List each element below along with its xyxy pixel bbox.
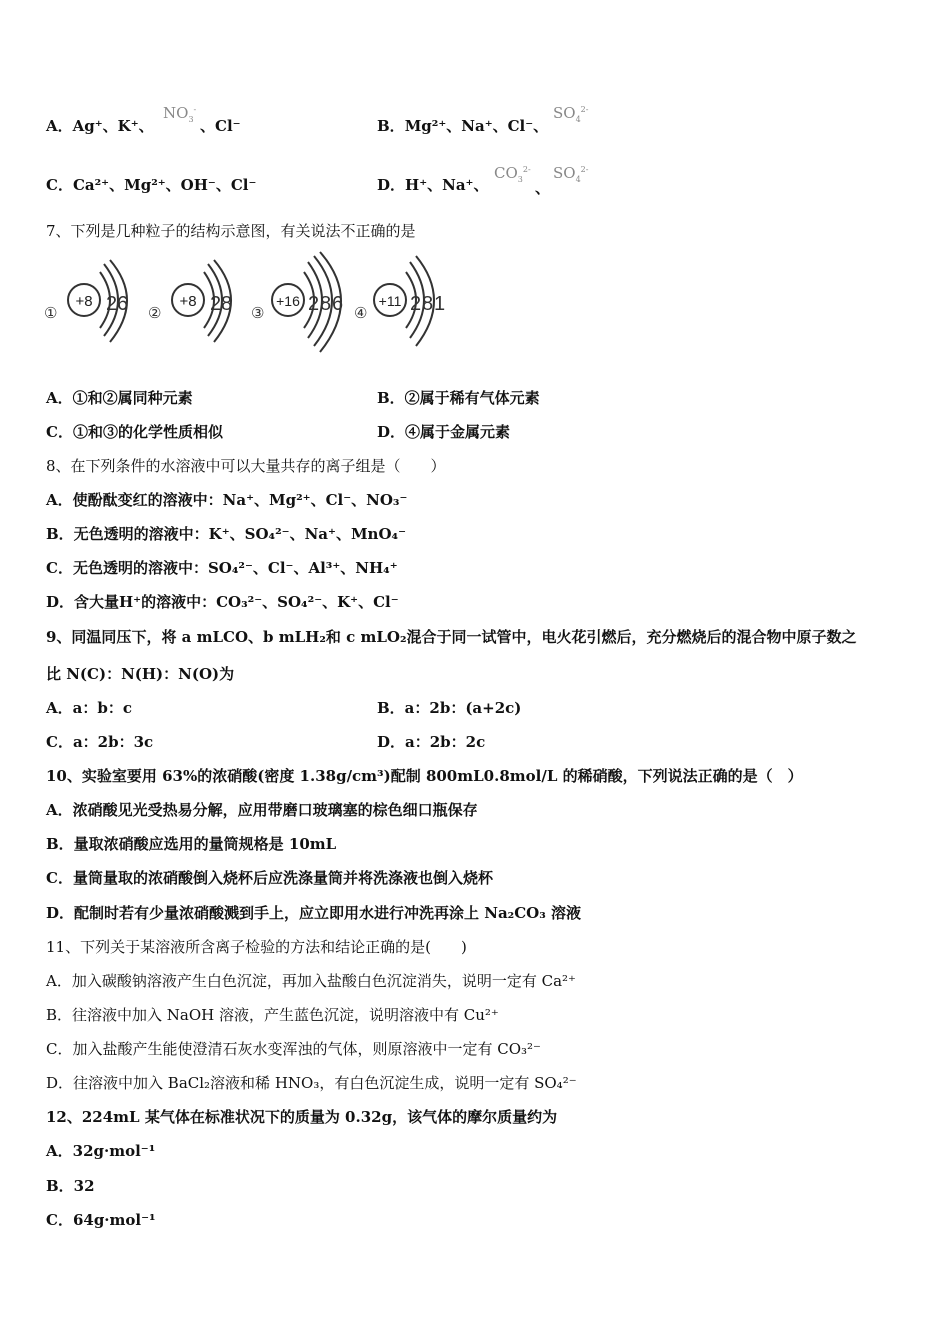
q6-option-c: C．Ca²⁺、Mg²⁺、OH⁻、Cl⁻ xyxy=(46,176,257,194)
atom-4-nucleus: +11 xyxy=(378,293,402,309)
q7-option-c: C．①和③的化学性质相似 xyxy=(46,423,223,441)
q10-option-b: B．量取浓硝酸应选用的量筒规格是 10mL xyxy=(46,835,337,853)
q8-option-b: B．无色透明的溶液中：K⁺、SO₄²⁻、Na⁺、MnO₄⁻ xyxy=(46,525,407,543)
atom-3-shell-2: 8 xyxy=(320,293,332,315)
atom-1-nucleus: +8 xyxy=(75,293,93,310)
q9-option-d: D．a：2b：2c xyxy=(377,733,486,751)
q12-option-c: C．64g·mol⁻¹ xyxy=(46,1211,156,1229)
q11-option-d: D．往溶液中加入 BaCl₂溶液和稀 HNO₃，有白色沉淀生成，说明一定有 SO₄²⁻ xyxy=(46,1074,577,1092)
q7-option-d: D．④属于金属元素 xyxy=(377,423,511,441)
q7-option-a: A．①和②属同种元素 xyxy=(46,389,193,407)
q10-option-c: C．量筒量取的浓硝酸倒入烧杯后应洗涤量筒并将洗涤液也倒入烧杯 xyxy=(46,869,493,887)
atom-3-label: ③ xyxy=(251,304,265,322)
q6-option-a: A．Ag⁺、K⁺、 xyxy=(46,117,154,135)
atom-2-shell-2: 8 xyxy=(221,293,233,315)
q9-option-a: A．a：b：c xyxy=(46,699,132,717)
atom-3-nucleus: +16 xyxy=(276,293,300,309)
q6-d-co3-image: $CO_3^{2-}$ xyxy=(494,164,531,184)
q6-d-separator: 、 xyxy=(535,179,551,197)
atomic-structure-diagrams xyxy=(40,250,460,360)
q11-stem: 11、下列关于某溶液所含离子检验的方法和结论正确的是( ) xyxy=(46,938,467,956)
atom-1-label: ① xyxy=(44,304,58,322)
q9-option-b: B．a：2b：(a+2c) xyxy=(377,699,522,717)
atom-4-shell-2: 8 xyxy=(422,293,434,315)
q10-option-d: D．配制时若有少量浓硝酸溅到手上，应立即用水进行冲洗再涂上 Na₂CO₃ 溶液 xyxy=(46,904,582,922)
q6-b-so4-image: $SO_4^{2-}$ xyxy=(553,104,589,124)
atom-4-shell-3: 1 xyxy=(434,293,446,315)
q9-option-c: C．a：2b：3c xyxy=(46,733,154,751)
atom-structure-3 xyxy=(251,252,343,352)
q9-stem-line2: 比 N(C)：N(H)：N(O)为 xyxy=(46,665,235,683)
atom-structure-4 xyxy=(354,256,445,346)
q10-stem: 10、实验室要用 63%的浓硝酸(密度 1.38g/cm³)配制 800mL0.8mol/L 的稀硝酸，下列说法正确的是（ ） xyxy=(46,767,803,785)
atom-4-label: ④ xyxy=(354,304,368,322)
q9-stem-line1: 9、同温同压下，将 a mLCO、b mLH₂和 c mLO₂混合于同一试管中，电火花引燃后，充分燃烧后的混合物中原子数之 xyxy=(46,628,857,646)
q8-option-d: D．含大量H⁺的溶液中：CO₃²⁻、SO₄²⁻、K⁺、Cl⁻ xyxy=(46,593,399,611)
q6-a-tail: 、Cl⁻ xyxy=(200,117,241,135)
atom-3-shell-3: 6 xyxy=(332,293,344,315)
q8-stem: 8、在下列条件的水溶液中可以大量共存的离子组是（ ） xyxy=(46,457,446,475)
atom-structure-1 xyxy=(44,260,128,342)
q6-option-b: B．Mg²⁺、Na⁺、Cl⁻、 xyxy=(377,117,549,135)
q8-option-a: A．使酚酞变红的溶液中：Na⁺、Mg²⁺、Cl⁻、NO₃⁻ xyxy=(46,491,408,509)
q12-stem: 12、224mL 某气体在标准状况下的质量为 0.32g，该气体的摩尔质量约为 xyxy=(46,1108,558,1126)
q11-option-b: B．往溶液中加入 NaOH 溶液，产生蓝色沉淀，说明溶液中有 Cu²⁺ xyxy=(46,1006,499,1024)
q8-option-c: C．无色透明的溶液中：SO₄²⁻、Cl⁻、Al³⁺、NH₄⁺ xyxy=(46,559,398,577)
q6-option-d: D．H⁺、Na⁺、 xyxy=(377,176,489,194)
q6-d-so4-image: $SO_4^{2-}$ xyxy=(553,164,589,184)
atom-2-shell-1: 2 xyxy=(210,293,222,315)
q6-a-no3-image: $NO_3^-$ xyxy=(163,104,197,124)
atom-structure-2 xyxy=(148,260,232,342)
atom-2-nucleus: +8 xyxy=(179,293,197,310)
q7-stem: 7、下列是几种粒子的结构示意图，有关说法不正确的是 xyxy=(46,222,416,240)
atom-3-shell-1: 2 xyxy=(308,293,320,315)
q11-option-c: C．加入盐酸产生能使澄清石灰水变浑浊的气体，则原溶液中一定有 CO₃²⁻ xyxy=(46,1040,541,1058)
atom-2-label: ② xyxy=(148,304,162,322)
atom-4-shell-1: 2 xyxy=(410,293,422,315)
q10-option-a: A．浓硝酸见光受热易分解，应用带磨口玻璃塞的棕色细口瓶保存 xyxy=(46,801,478,819)
q11-option-a: A．加入碳酸钠溶液产生白色沉淀，再加入盐酸白色沉淀消失，说明一定有 Ca²⁺ xyxy=(46,972,576,990)
q7-option-b: B．②属于稀有气体元素 xyxy=(377,389,540,407)
atom-1-shell-2: 6 xyxy=(117,293,129,315)
atom-1-shell-1: 2 xyxy=(106,293,118,315)
q12-option-a: A．32g·mol⁻¹ xyxy=(46,1142,156,1160)
q12-option-b: B．32 xyxy=(46,1177,95,1195)
